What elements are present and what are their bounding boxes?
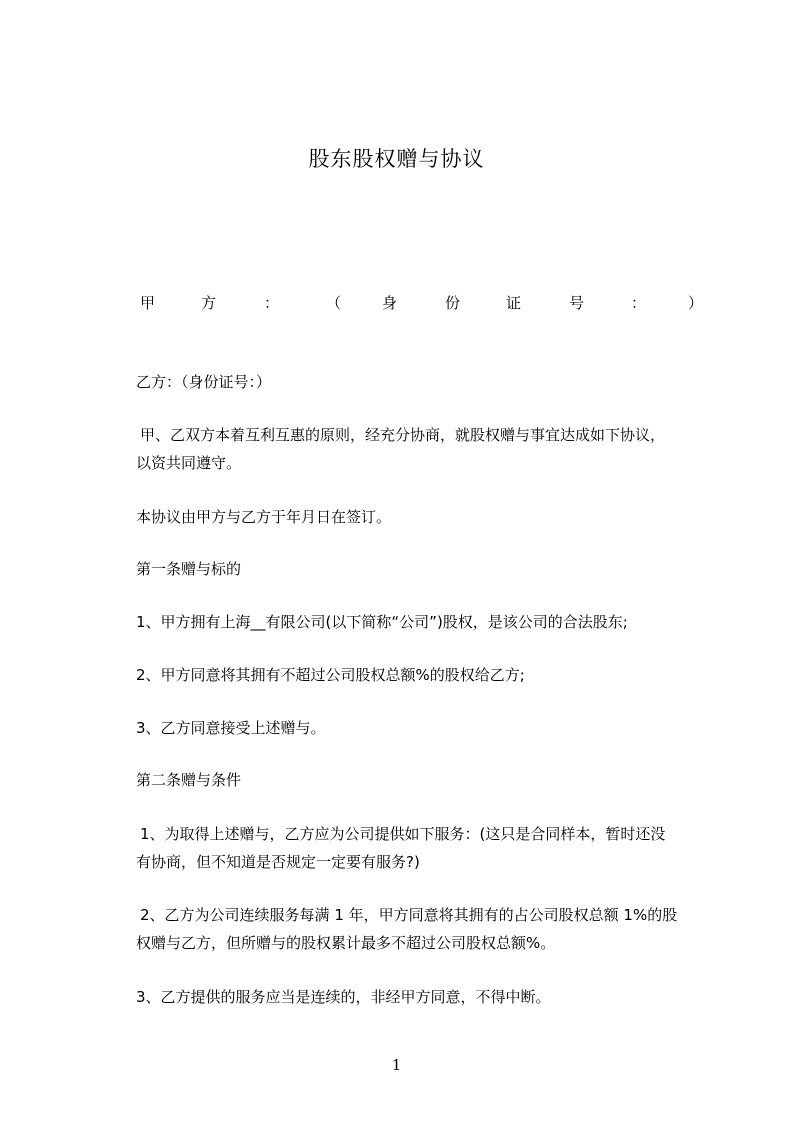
- party-a-char: （: [326, 294, 342, 312]
- party-a-char: 身: [382, 294, 398, 312]
- signing-clause: 本协议由甲方与乙方于年月日在签订。: [136, 508, 392, 526]
- preamble-line-2: 以资共同遵守。: [136, 454, 242, 472]
- article-2-item-2-line-2: 权赠与乙方，但所赠与的股权累计最多不超过公司股权总额%。: [136, 934, 556, 952]
- article-2-item-1-line-1: 1、为取得上述赠与，乙方应为公司提供如下服务：(这只是合同样本，暂时还没: [140, 825, 666, 843]
- party-a-char: 甲: [140, 294, 156, 312]
- party-a-char: 证: [506, 294, 522, 312]
- party-a-char: 份: [445, 294, 461, 312]
- preamble-line-1: 甲、乙双方本着互利互惠的原则，经充分协商，就股权赠与事宜达成如下协议，: [140, 426, 666, 444]
- party-a-line: [140, 292, 702, 310]
- document-title: 股东股权赠与协议: [308, 147, 485, 171]
- party-a-char: 方: [201, 294, 217, 312]
- page-number: 1: [391, 1056, 402, 1074]
- party-a-char: ：: [264, 294, 280, 312]
- article-1-heading: 第一条赠与标的: [136, 560, 242, 578]
- article-2-item-2-line-1: 2、乙方为公司连续服务每满 1 年，甲方同意将其拥有的占公司股权总额 1%的股: [140, 906, 678, 924]
- article-2-heading: 第二条赠与条件: [136, 771, 242, 789]
- party-b-line: 乙方：（身份证号：）: [136, 373, 272, 391]
- article-1-item-3: 3、乙方同意接受上述赠与。: [136, 719, 326, 737]
- party-a-char: ：: [631, 294, 647, 312]
- article-1-item-2: 2、甲方同意将其拥有不超过公司股权总额%的股权给乙方;: [136, 666, 525, 684]
- party-a-char: 号: [569, 294, 585, 312]
- article-2-item-1-line-2: 有协商，但不知道是否规定一定要有服务?): [136, 853, 420, 871]
- party-a-char: ）: [688, 294, 704, 312]
- article-2-item-3: 3、乙方提供的服务应当是连续的，非经甲方同意，不得中断。: [136, 988, 551, 1006]
- article-1-item-1: 1、甲方拥有上海__有限公司(以下简称“公司”)股权，是该公司的合法股东;: [136, 613, 628, 631]
